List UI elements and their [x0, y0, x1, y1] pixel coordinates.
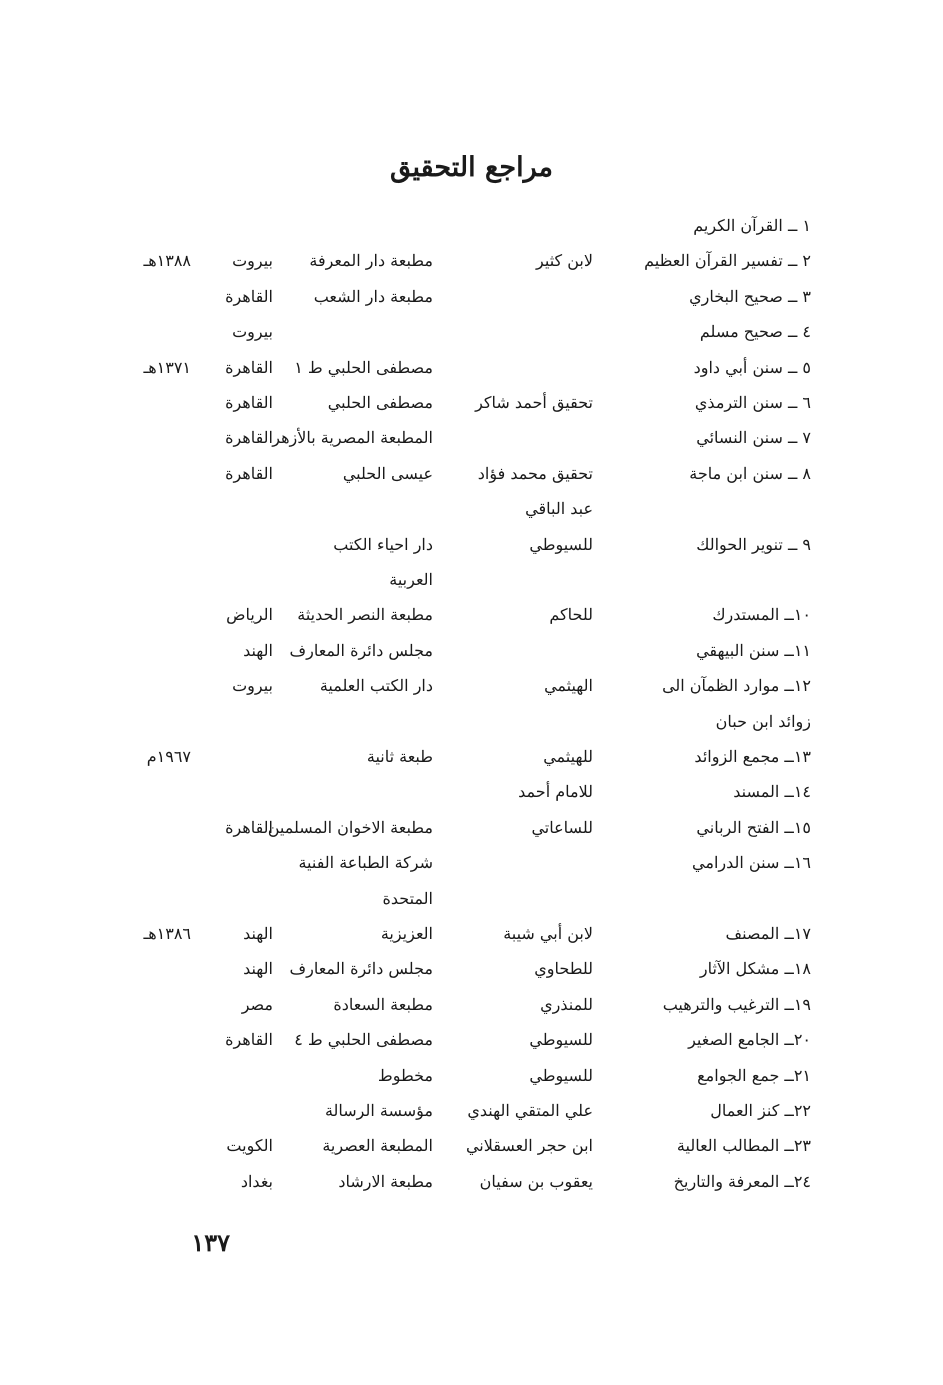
reference-row [0, 388, 943, 418]
ref-publisher: عيسى الحلبي [342, 463, 433, 483]
ref-year: ١٩٦٧م [146, 747, 191, 766]
ref-title: ٤ ــ صحيح مسلم [699, 322, 811, 342]
ref-city: بغداد [240, 1171, 273, 1191]
ref-city: مصر [241, 994, 273, 1014]
ref-author: تحقيق محمد فؤاد [477, 463, 593, 483]
ref-title: ٢٣ــ المطالب العالية [676, 1136, 811, 1156]
reference-row [0, 848, 943, 878]
ref-author: يعقوب بن سفيان [479, 1171, 593, 1191]
ref-title: ٦ ــ سنن الترمذي [694, 393, 811, 412]
ref-year: ١٣٧١هـ [143, 357, 191, 377]
reference-row [0, 211, 943, 241]
ref-title: ٥ ــ سنن أبي داود [693, 357, 811, 377]
ref-city: بيروت [232, 676, 273, 696]
reference-row [0, 530, 943, 560]
ref-author: للسيوطي [529, 534, 593, 554]
ref-city: القاهرة [225, 357, 273, 377]
ref-publisher: مجلس دائرة المعارف [289, 959, 433, 979]
ref-city: القاهرة [225, 393, 273, 412]
ref-publisher: مطبعة الاخوان المسلمين [267, 817, 433, 837]
reference-row [0, 671, 943, 701]
ref-title: ٢٤ــ المعرفة والتاريخ [673, 1171, 811, 1191]
ref-title: ٨ ــ سنن ابن ماجة [689, 463, 811, 483]
ref-title: ١ ــ القرآن الكريم [693, 216, 811, 235]
ref-publisher: مجلس دائرة المعارف [289, 640, 433, 660]
ref-author: تحقيق أحمد شاكر [475, 393, 593, 412]
reference-row [0, 1025, 943, 1055]
ref-title: ٢٠ــ الجامع الصغير [688, 1030, 811, 1050]
reference-row [0, 353, 943, 383]
ref-title: ٧ ــ سنن النسائي [696, 428, 811, 448]
ref-title: ١١ــ سنن البيهقي [696, 640, 811, 660]
page-title: مراجع التحقيق [390, 152, 553, 183]
ref-author: ابن حجر العسقلاني [465, 1136, 593, 1156]
reference-row [0, 707, 943, 737]
ref-publisher: العزيزية [380, 924, 433, 943]
reference-row [0, 1167, 943, 1197]
reference-row [0, 1061, 943, 1091]
ref-city: القاهرة [225, 286, 273, 306]
ref-city: الرياض [226, 605, 273, 625]
ref-title: ١٧ــ المصنف [725, 924, 811, 943]
reference-row [0, 884, 943, 914]
ref-publisher: المتحدة [382, 888, 433, 908]
ref-title: ١٦ــ سنن الدرامي [692, 853, 811, 873]
ref-author: علي المتقي الهندي [467, 1101, 593, 1120]
ref-author: للامام أحمد [518, 782, 593, 802]
ref-title: ٢٢ــ كنز العمال [710, 1101, 811, 1120]
ref-year: ١٣٨٨هـ [143, 251, 191, 271]
ref-year: ١٣٨٦هـ [143, 924, 191, 943]
reference-row [0, 565, 943, 595]
ref-author: لابن كثير [536, 251, 593, 271]
reference-row [0, 990, 943, 1020]
ref-publisher: طبعة ثانية [366, 747, 433, 766]
reference-row [0, 1096, 943, 1126]
ref-publisher: مصطفى الحلبي ط ٤ [294, 1030, 433, 1050]
ref-title: ١٣ــ مجمع الزوائد [694, 747, 811, 766]
ref-publisher: المطبعة المصرية بالأزهر [272, 428, 433, 448]
ref-city: الهند [243, 959, 273, 979]
reference-row [0, 954, 943, 984]
ref-author: الهيثمي [544, 676, 593, 696]
ref-title: ٩ ــ تنوير الحوالك [696, 534, 811, 554]
reference-row [0, 742, 943, 772]
page-number: ١٣٧ [191, 1228, 230, 1257]
reference-row [0, 282, 943, 312]
ref-title: ٢ ــ تفسير القرآن العظيم [644, 251, 811, 271]
ref-publisher: مخطوط [377, 1065, 433, 1085]
ref-author: عبد الباقي [525, 499, 593, 519]
ref-title: ١٩ــ الترغيب والترهيب [662, 994, 811, 1014]
ref-publisher: العربية [389, 570, 433, 589]
ref-city: الكويت [226, 1136, 273, 1156]
reference-row [0, 317, 943, 347]
reference-row [0, 919, 943, 949]
ref-title: ٢١ــ جمع الجوامع [697, 1065, 811, 1085]
ref-city: القاهرة [225, 1030, 273, 1050]
ref-publisher: مطبعة الارشاد [338, 1171, 433, 1191]
ref-author: للطحاوي [534, 959, 593, 979]
ref-title: ٣ ــ صحيح البخاري [689, 286, 811, 306]
ref-title: ١٠ــ المستدرك [712, 605, 811, 625]
reference-row [0, 600, 943, 630]
ref-author: للسيوطي [529, 1030, 593, 1050]
ref-publisher: دار احياء الكتب [333, 534, 433, 554]
ref-publisher: مطبعة دار الشعب [313, 286, 433, 306]
ref-publisher: مؤسسة الرسالة [324, 1101, 433, 1120]
ref-publisher: مطبعة دار المعرفة [309, 251, 433, 271]
ref-publisher: دار الكتب العلمية [319, 676, 433, 696]
ref-city: القاهرة [225, 428, 273, 448]
ref-city: بيروت [232, 251, 273, 271]
ref-author: للسيوطي [529, 1065, 593, 1085]
reference-row [0, 777, 943, 807]
ref-publisher: مصطفى الحلبي ط ١ [294, 357, 433, 377]
ref-title: ١٨ــ مشكل الآثار [699, 959, 811, 979]
ref-title: ١٢ــ موارد الظمآن الى [662, 676, 811, 696]
ref-author: للمنذري [540, 994, 593, 1014]
ref-publisher: مطبعة النصر الحديثة [297, 605, 433, 625]
ref-city: الهند [243, 924, 273, 943]
ref-title: زوائد ابن حبان [715, 711, 811, 731]
reference-row [0, 494, 943, 524]
ref-city: القاهرة [225, 463, 273, 483]
ref-author: لابن أبي شيبة [503, 924, 593, 943]
ref-city: الهند [243, 640, 273, 660]
ref-publisher: المطبعة العصرية [322, 1136, 433, 1156]
reference-row [0, 1131, 943, 1161]
ref-title: ١٥ــ الفتح الرباني [696, 817, 811, 837]
ref-author: للهيثمي [543, 747, 593, 766]
reference-row [0, 423, 943, 453]
ref-author: للحاكم [549, 605, 593, 625]
ref-publisher: مطبعة السعادة [333, 994, 433, 1014]
ref-city: القاهرة [225, 817, 273, 837]
ref-title: ١٤ــ المسند [733, 782, 811, 802]
reference-row [0, 813, 943, 843]
ref-city: بيروت [232, 322, 273, 342]
ref-author: للساعاتي [531, 817, 593, 837]
reference-row [0, 636, 943, 666]
ref-publisher: شركة الطباعة الفنية [298, 853, 433, 873]
reference-row [0, 459, 943, 489]
reference-row [0, 246, 943, 276]
ref-publisher: مصطفى الحلبي [327, 393, 433, 412]
